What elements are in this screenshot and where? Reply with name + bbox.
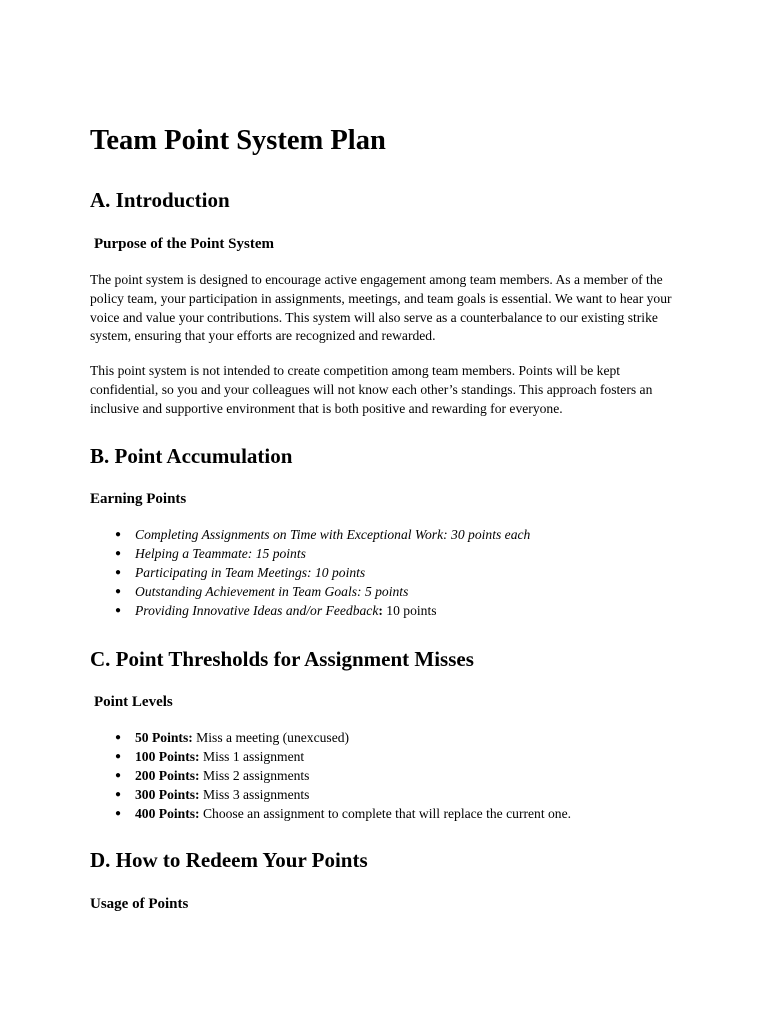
bullet-icon: ● (115, 586, 122, 597)
list-item: ● Helping a Teammate: 15 points (115, 546, 306, 561)
point-levels-list (90, 728, 571, 823)
subheading-earning-points: Earning Points (90, 491, 187, 507)
subheading-usage-of-points: Usage of Points (90, 896, 189, 912)
list-item: ● 300 Points: Miss 3 assignments (115, 787, 310, 802)
document-title: Team Point System Plan (90, 125, 386, 156)
section-heading-introduction: A. Introduction (90, 188, 230, 212)
bullet-icon: ● (115, 808, 122, 819)
paragraph-intro-1: The point system is designed to encourage active engagement among team members. As a member of the policy team, your participation in assignments, meetings, and team goals is essential. We want to hear your voice and value your contributions. This system will also serve as a counterbalance to our existing strike system, ensuring that your efforts are recognized and rewarded. (90, 272, 672, 344)
bullet-icon: ● (115, 789, 122, 800)
bullet-icon: ● (115, 529, 122, 540)
list-item: ● 200 Points: Miss 2 assignments (115, 768, 310, 783)
bullet-icon: ● (115, 732, 122, 743)
bullet-icon: ● (115, 770, 122, 781)
list-item: ● Providing Innovative Ideas and/or Feedback: 10 points (115, 603, 437, 618)
bullet-icon: ● (115, 567, 122, 578)
list-item: ● 50 Points: Miss a meeting (unexcused) (115, 730, 350, 745)
section-heading-redeem: D. How to Redeem Your Points (90, 848, 368, 872)
paragraph-intro-2: This point system is not intended to create competition among team members. Points will be kept confidential, so you and your colleagues will not know each other’s standings. This approach fosters an inclusive and supportive environment that is both positive and rewarding for everyone. (90, 363, 653, 416)
list-item: ● Outstanding Achievement in Team Goals: 5 points (115, 584, 409, 599)
bullet-icon: ● (115, 605, 122, 616)
section-heading-accumulation: B. Point Accumulation (90, 444, 293, 468)
section-heading-thresholds: C. Point Thresholds for Assignment Misses (90, 647, 474, 671)
subheading-point-levels: Point Levels (94, 694, 173, 710)
list-item: ● Completing Assignments on Time with Exceptional Work: 30 points each (115, 527, 531, 542)
list-item: ● 100 Points: Miss 1 assignment (115, 749, 305, 764)
list-item: ● Participating in Team Meetings: 10 points (115, 565, 366, 580)
list-item: ● 400 Points: Choose an assignment to complete that will replace the current one. (115, 806, 572, 821)
bullet-icon: ● (115, 751, 122, 762)
earning-points-list (90, 525, 530, 620)
subheading-purpose: Purpose of the Point System (94, 236, 274, 252)
bullet-icon: ● (115, 548, 122, 559)
